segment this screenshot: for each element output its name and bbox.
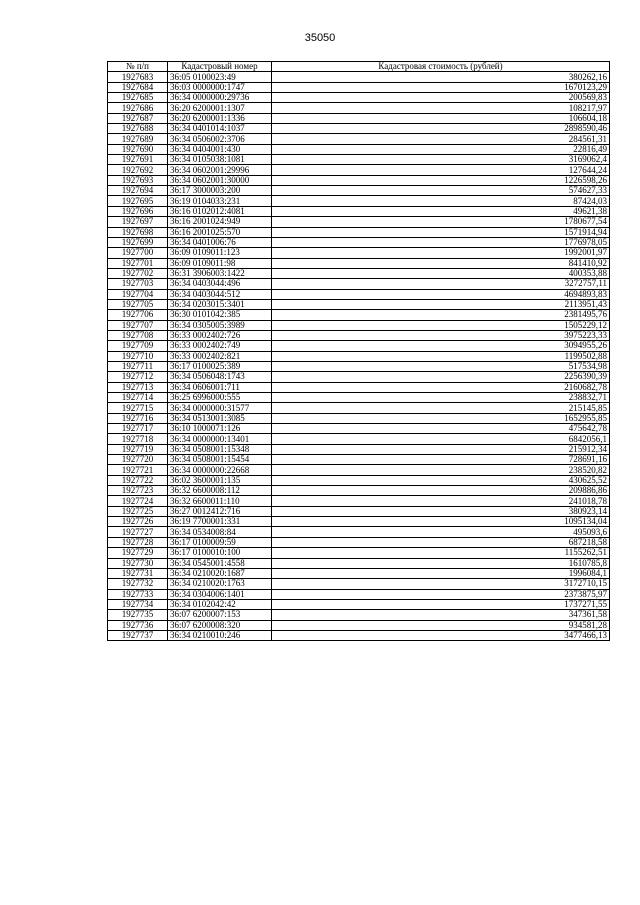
table-header-row [108,62,610,72]
table-row [108,424,610,434]
cell-number: 1927730 [108,558,168,568]
cell-cadastral-value: 380262,16 [272,72,610,82]
cell-number: 1927700 [108,248,168,258]
cell-number: 1927714 [108,393,168,403]
cell-cadastral-value: 87424,03 [272,196,610,206]
cell-cadastral-value: 2160682,78 [272,382,610,392]
cell-cadastral-number: 36:32 6600011:110 [168,496,272,506]
cell-number: 1927716 [108,413,168,423]
cell-cadastral-value: 841410,92 [272,258,610,268]
cell-number: 1927699 [108,237,168,247]
table-row [108,568,610,578]
table-row [108,630,610,640]
cell-cadastral-number: 36:19 7700001:331 [168,517,272,527]
table-body [108,72,610,641]
cell-cadastral-value: 284561,31 [272,134,610,144]
cell-cadastral-number: 36:19 0104033:231 [168,196,272,206]
cell-number: 1927726 [108,517,168,527]
table-row [108,486,610,496]
cell-number: 1927735 [108,610,168,620]
cell-cadastral-number: 36:30 0101042:385 [168,310,272,320]
cell-number: 1927718 [108,434,168,444]
cell-cadastral-number: 36:34 0513001:3085 [168,413,272,423]
cell-cadastral-value: 3477466,13 [272,630,610,640]
cell-number: 1927725 [108,506,168,516]
cell-cadastral-value: 1780677,54 [272,217,610,227]
table-row [108,382,610,392]
cell-cadastral-number: 36:27 0012412:716 [168,506,272,516]
table-row [108,517,610,527]
cell-number: 1927686 [108,103,168,113]
cell-cadastral-value: 2898590,46 [272,124,610,134]
cell-number: 1927737 [108,630,168,640]
cell-cadastral-number: 36:34 0401006:76 [168,237,272,247]
cell-cadastral-number: 36:34 0508001:15454 [168,455,272,465]
cell-number: 1927694 [108,186,168,196]
cell-cadastral-number: 36:05 0100023:49 [168,72,272,82]
column-header-cadastral-value: Кадастровая стоимость (рублей) [272,62,610,72]
cell-cadastral-number: 36:07 6200008:320 [168,620,272,630]
cell-number: 1927715 [108,403,168,413]
table-row [108,237,610,247]
cell-cadastral-number: 36:20 6200001:1336 [168,113,272,123]
cell-cadastral-value: 517534,98 [272,361,610,371]
table-row [108,186,610,196]
cell-cadastral-value: 430625,52 [272,475,610,485]
cell-cadastral-value: 209886,86 [272,486,610,496]
cell-number: 1927684 [108,82,168,92]
table-row [108,351,610,361]
cell-cadastral-number: 36:17 0100010:100 [168,548,272,558]
cell-cadastral-value: 1199502,88 [272,351,610,361]
table-row [108,320,610,330]
cell-number: 1927693 [108,175,168,185]
cell-cadastral-value: 495093,6 [272,527,610,537]
cell-cadastral-number: 36:03 0000000:1747 [168,82,272,92]
cell-cadastral-number: 36:10 1000071:126 [168,424,272,434]
table-row [108,372,610,382]
cell-number: 1927707 [108,320,168,330]
cell-cadastral-value: 6842056,1 [272,434,610,444]
cell-cadastral-number: 36:34 0508001:15348 [168,444,272,454]
table-row [108,496,610,506]
cell-number: 1927729 [108,548,168,558]
cell-number: 1927719 [108,444,168,454]
cell-cadastral-number: 36:34 0403044:496 [168,279,272,289]
cell-number: 1927734 [108,599,168,609]
cell-cadastral-value: 108217,97 [272,103,610,113]
table-row [108,258,610,268]
table-row [108,465,610,475]
table-row [108,610,610,620]
cell-cadastral-number: 36:16 2001025:570 [168,227,272,237]
table-row [108,413,610,423]
table-row [108,310,610,320]
table-row [108,589,610,599]
table-row [108,113,610,123]
table-row [108,279,610,289]
table-row [108,175,610,185]
table-row [108,134,610,144]
cell-number: 1927727 [108,527,168,537]
cell-number: 1927687 [108,113,168,123]
cell-cadastral-value: 2373875,97 [272,589,610,599]
cell-number: 1927733 [108,589,168,599]
cell-cadastral-number: 36:16 0102012:4081 [168,206,272,216]
cell-cadastral-value: 1226598,26 [272,175,610,185]
cell-cadastral-value: 22816,49 [272,144,610,154]
cell-cadastral-number: 36:34 0403044:512 [168,289,272,299]
cell-cadastral-value: 2113951,43 [272,299,610,309]
cell-number: 1927706 [108,310,168,320]
table-row [108,248,610,258]
cell-number: 1927695 [108,196,168,206]
cell-cadastral-number: 36:34 0000000:31577 [168,403,272,413]
cell-number: 1927723 [108,486,168,496]
cell-cadastral-number: 36:17 0100009:59 [168,537,272,547]
table-row [108,506,610,516]
cell-cadastral-value: 3272757,11 [272,279,610,289]
table-row [108,393,610,403]
cell-number: 1927705 [108,299,168,309]
table-row [108,93,610,103]
table-row [108,599,610,609]
cell-number: 1927736 [108,620,168,630]
cell-cadastral-value: 1652955,85 [272,413,610,423]
cell-cadastral-value: 241018,78 [272,496,610,506]
cell-cadastral-number: 36:33 0002402:749 [168,341,272,351]
cell-number: 1927692 [108,165,168,175]
cell-number: 1927701 [108,258,168,268]
cell-cadastral-number: 36:34 0000000:22668 [168,465,272,475]
cell-cadastral-value: 215912,34 [272,444,610,454]
table-row [108,103,610,113]
cell-cadastral-value: 687218,58 [272,537,610,547]
cell-number: 1927722 [108,475,168,485]
cell-cadastral-number: 36:31 3906003:1422 [168,268,272,278]
cell-number: 1927697 [108,217,168,227]
cell-cadastral-value: 2256390,39 [272,372,610,382]
cell-cadastral-number: 36:34 0105038:1081 [168,155,272,165]
cell-cadastral-value: 215145,85 [272,403,610,413]
cell-cadastral-value: 3169062,4 [272,155,610,165]
cell-number: 1927702 [108,268,168,278]
cell-cadastral-number: 36:34 0210020:1687 [168,568,272,578]
cell-cadastral-number: 36:07 6200007:153 [168,610,272,620]
cell-cadastral-number: 36:25 6996000:555 [168,393,272,403]
cell-cadastral-number: 36:20 6200001:1307 [168,103,272,113]
cell-cadastral-value: 728691,16 [272,455,610,465]
cell-cadastral-value: 475642,78 [272,424,610,434]
cell-number: 1927688 [108,124,168,134]
table-row [108,196,610,206]
cell-cadastral-number: 36:34 0506002:3706 [168,134,272,144]
cell-number: 1927704 [108,289,168,299]
cell-cadastral-number: 36:02 3600001:135 [168,475,272,485]
cell-cadastral-value: 1996084,1 [272,568,610,578]
table-row [108,537,610,547]
table-row [108,527,610,537]
cell-cadastral-number: 36:34 0203015:3401 [168,299,272,309]
cell-cadastral-value: 3094955,26 [272,341,610,351]
cell-cadastral-number: 36:33 0002402:726 [168,330,272,340]
cell-cadastral-value: 1610785,8 [272,558,610,568]
cell-number: 1927724 [108,496,168,506]
table-row [108,165,610,175]
column-header-number: № п/п [108,62,168,72]
cell-cadastral-number: 36:34 0606001:711 [168,382,272,392]
table-row [108,548,610,558]
table-row [108,620,610,630]
table-row [108,144,610,154]
cell-cadastral-value: 380923,14 [272,506,610,516]
table-row [108,434,610,444]
cell-cadastral-value: 3172710,15 [272,579,610,589]
table-row [108,558,610,568]
table-row [108,330,610,340]
cell-cadastral-number: 36:17 3000003:200 [168,186,272,196]
table-row [108,361,610,371]
cell-number: 1927717 [108,424,168,434]
table-row [108,455,610,465]
table-row [108,403,610,413]
cell-cadastral-number: 36:16 2001024:949 [168,217,272,227]
table-row [108,444,610,454]
cell-cadastral-number: 36:34 0534008:84 [168,527,272,537]
cell-cadastral-number: 36:32 6600008:112 [168,486,272,496]
cell-cadastral-value: 1095134,04 [272,517,610,527]
cell-cadastral-value: 1571914,94 [272,227,610,237]
cell-cadastral-value: 106604,18 [272,113,610,123]
cell-cadastral-number: 36:09 0109011:98 [168,258,272,268]
cell-cadastral-value: 238832,71 [272,393,610,403]
cell-cadastral-number: 36:34 0000000:13401 [168,434,272,444]
cell-cadastral-number: 36:34 0102042:42 [168,599,272,609]
cell-cadastral-value: 1992001,97 [272,248,610,258]
cell-cadastral-value: 3975223,33 [272,330,610,340]
cell-number: 1927709 [108,341,168,351]
cell-number: 1927691 [108,155,168,165]
cell-cadastral-number: 36:34 0602001:29996 [168,165,272,175]
cadastral-value-table [107,61,610,641]
table-row [108,72,610,82]
table-row [108,217,610,227]
cell-number: 1927696 [108,206,168,216]
cell-cadastral-number: 36:34 0506048:1743 [168,372,272,382]
cell-cadastral-value: 127644,24 [272,165,610,175]
table-row [108,227,610,237]
cell-cadastral-number: 36:34 0401014:1037 [168,124,272,134]
cell-cadastral-number: 36:34 0210010:246 [168,630,272,640]
page-number: 35050 [304,32,336,44]
table-row [108,289,610,299]
cell-number: 1927731 [108,568,168,578]
cell-number: 1927721 [108,465,168,475]
cell-cadastral-number: 36:17 0100025:389 [168,361,272,371]
cell-cadastral-value: 4694893,83 [272,289,610,299]
cell-cadastral-value: 934581,28 [272,620,610,630]
cell-cadastral-value: 400353,88 [272,268,610,278]
cell-cadastral-value: 238520,82 [272,465,610,475]
cell-cadastral-value: 347361,58 [272,610,610,620]
cell-cadastral-number: 36:34 0304006:1401 [168,589,272,599]
cell-number: 1927690 [108,144,168,154]
cell-cadastral-value: 1505229,12 [272,320,610,330]
table-row [108,299,610,309]
cell-cadastral-number: 36:09 0109011:123 [168,248,272,258]
cell-cadastral-number: 36:34 0000000:29736 [168,93,272,103]
table-row [108,268,610,278]
cell-cadastral-number: 36:34 0404001:430 [168,144,272,154]
cell-cadastral-value: 2381495,76 [272,310,610,320]
cell-cadastral-number: 36:34 0602001:30000 [168,175,272,185]
cell-number: 1927732 [108,579,168,589]
table-row [108,124,610,134]
table-row [108,475,610,485]
cell-number: 1927683 [108,72,168,82]
cell-cadastral-number: 36:33 0002402:821 [168,351,272,361]
cell-number: 1927728 [108,537,168,547]
cell-cadastral-value: 1670123,29 [272,82,610,92]
cell-cadastral-value: 1155262,51 [272,548,610,558]
column-header-cadastral-number: Кадастровый номер [168,62,272,72]
table-row [108,155,610,165]
cell-number: 1927711 [108,361,168,371]
cell-cadastral-value: 200569,83 [272,93,610,103]
cell-number: 1927685 [108,93,168,103]
cell-number: 1927710 [108,351,168,361]
table-row [108,82,610,92]
table-row [108,579,610,589]
cell-cadastral-value: 574627,33 [272,186,610,196]
table-row [108,206,610,216]
cell-number: 1927720 [108,455,168,465]
cell-number: 1927712 [108,372,168,382]
cell-cadastral-number: 36:34 0305005:3989 [168,320,272,330]
cell-number: 1927708 [108,330,168,340]
cell-number: 1927698 [108,227,168,237]
cell-number: 1927703 [108,279,168,289]
cell-cadastral-number: 36:34 0545001:4558 [168,558,272,568]
cell-cadastral-value: 1776978,05 [272,237,610,247]
table-row [108,341,610,351]
cell-number: 1927689 [108,134,168,144]
cell-cadastral-value: 1737271,55 [272,599,610,609]
cell-cadastral-number: 36:34 0210020:1763 [168,579,272,589]
cell-number: 1927713 [108,382,168,392]
cell-cadastral-value: 49621,38 [272,206,610,216]
